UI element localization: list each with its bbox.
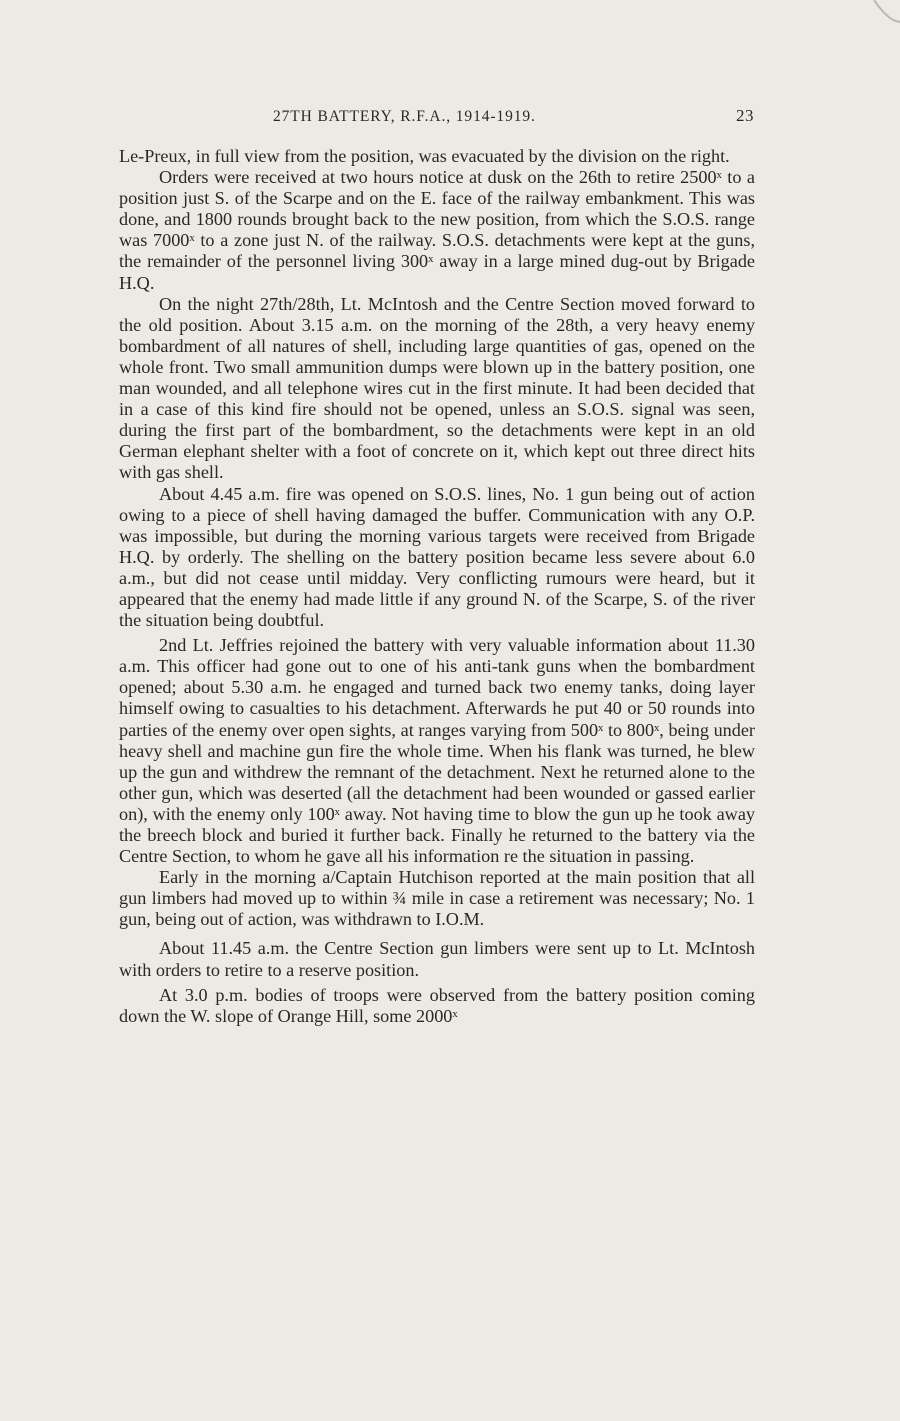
paragraph: At 3.0 p.m. bodies of troops were observed from the battery position coming down the W. slope of Orange Hill, some 2000ˣ — [119, 984, 755, 1026]
paragraph: About 11.45 a.m. the Centre Section gun limbers were sent up to Lt. McIntosh with orders to retire to a reserve position. — [119, 938, 755, 980]
paragraph: Orders were received at two hours notice at dusk on the 26th to retire 2500ˣ to a position just S. of the Scarpe and on the E. face of the railway embankment. This was done, and 1800 rounds brought back to the new position, from which the S.O.S. range was 7000ˣ to a zone just N. of the railway. S.O.S. detachments were kept at the guns, the remainder of the personnel living 300ˣ away in a large mined dug-out by Brigade H.Q. — [119, 167, 755, 293]
page-number: 23 — [736, 106, 754, 125]
body-text — [119, 146, 755, 1027]
paragraph: Le-Preux, in full view from the position, was evacuated by the division on the right. — [119, 146, 730, 166]
running-head — [118, 108, 754, 130]
paragraph: About 4.45 a.m. fire was opened on S.O.S. lines, No. 1 gun being out of action owing to a piece of shell having damaged the buffer. Communication with any O.P. was impossible, but during the morning various targets were received from Brigade H.Q. by orderly. The shelling on the battery position became less severe about 6.0 a.m., but did not cease until midday. Very conflicting rumours were heard, but it appeared that the enemy had made little if any ground N. of the Scarpe, S. of the river the situation being doubtful. — [119, 483, 755, 631]
running-title: 27TH BATTERY, R.F.A., 1914-1919. — [273, 108, 536, 125]
paragraph: Early in the morning a/Captain Hutchison reported at the main position that all gun limbers had moved up to within ¾ mile in case a retirement was necessary; No. 1 gun, being out of action, was withdrawn to I.O.M. — [119, 867, 755, 930]
paragraph: On the night 27th/28th, Lt. McIntosh and the Centre Section moved forward to the old position. About 3.15 a.m. on the morning of the 28th, a very heavy enemy bombardment of all natures of shell, including large quantities of gas, opened on the whole front. Two small ammunition dumps were blown up in the battery position, one man wounded, and all telephone wires cut in the first minute. It had been decided that in a case of this kind fire should not be opened, unless an S.O.S. signal was seen, during the first part of the bombardment, so the detachments were kept in an old German elephant shelter with a foot of concrete on it, which kept out three direct hits with gas shell. — [119, 293, 755, 483]
page-corner-mark — [860, 0, 900, 30]
paragraph: 2nd Lt. Jeffries rejoined the battery with very valuable information about 11.30 a.m. This officer had gone out to one of his anti-tank guns when the bombardment opened; about 5.30 a.m. he engaged and turned back two enemy tanks, doing layer himself owing to casualties to his detachment. Afterwards he put 40 or 50 rounds into parties of the enemy over open sights, at ranges varying from 500ˣ to 800ˣ, being under heavy shell and machine gun fire the whole time. When his flank was turned, he blew up the gun and withdrew the remnant of the detachment. Next he returned alone to the other gun, which was deserted (all the detachment had been wounded or gassed earlier on), with the enemy only 100ˣ away. Not having time to blow the gun up he took away the breech block and buried it further back. Finally he returned to the battery via the Centre Section, to whom he gave all his information re the situation in passing. — [119, 635, 755, 867]
